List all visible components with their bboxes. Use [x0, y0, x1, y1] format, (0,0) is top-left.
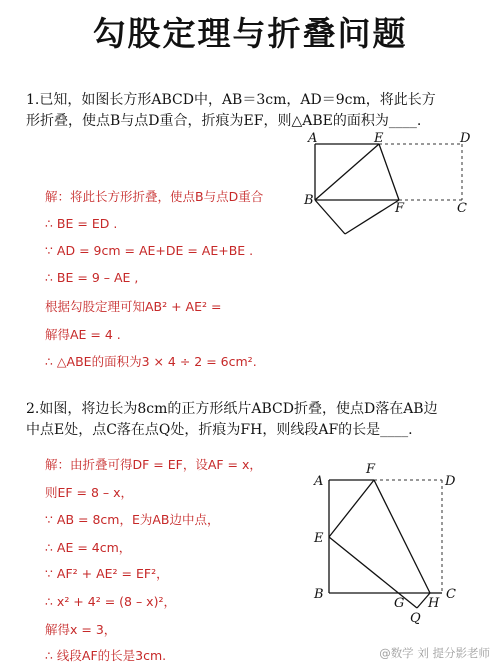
q1-solution-line-5: 根据勾股定理可知AB² + AE² = [45, 299, 222, 314]
fig1-label-B: B [304, 193, 314, 208]
q1-solution-line-6: 解得AE = 4 . [45, 327, 121, 342]
question-2-line-1: 2.如图，将边长为8cm的正方形纸片ABCD折叠，使点D落在AB边 [26, 401, 438, 417]
fig2-label-G: G [394, 596, 405, 611]
fig1-label-C: C [457, 201, 467, 216]
fig2-label-B: B [314, 587, 324, 602]
fig1-label-D: D [460, 132, 471, 146]
question-2-figure [308, 456, 468, 626]
fig2-label-E: E [314, 531, 324, 546]
q1-solution-line-1: 解：将此长方形折叠，使点B与点D重合 [45, 189, 264, 204]
question-1 [26, 90, 478, 132]
question-2 [26, 399, 478, 441]
fig2-label-C: C [446, 587, 456, 602]
q2-solution-line-2: 则EF = 8 – x， [45, 485, 134, 500]
q2-solution-line-1: 解：由折叠可得DF = EF，设AF = x， [45, 457, 262, 472]
question-1-line-2: 形折叠，使点B与点D重合，折痕为EF，则△ABE的面积为____. [26, 113, 422, 129]
q2-solution-line-8: ∴ 线段AF的长是3cm. [45, 648, 167, 663]
watermark: @数学 刘 提分影老师 [379, 646, 490, 660]
question-2-line-2: 中点E处，点C落在点Q处，折痕为FH，则线段AF的长是____. [26, 422, 413, 438]
q1-solution-line-2: ∴ BE = ED . [45, 216, 118, 231]
fig2-label-A: A [314, 474, 324, 489]
q2-solution-line-7: 解得x = 3， [45, 622, 117, 637]
q1-solution-line-7: ∴ △ABE的面积为3 × 4 ÷ 2 = 6cm². [45, 354, 257, 369]
q2-solution-line-5: ∵ AF² + AE² = EF²， [45, 566, 169, 581]
question-1-figure [300, 132, 480, 244]
fig1-label-E: E [374, 132, 384, 146]
q1-solution-line-3: ∵ AD = 9cm = AE+DE = AE+BE . [45, 243, 254, 258]
q2-solution-line-3: ∵ AB = 8cm，E为AB边中点， [45, 512, 220, 527]
fig2-label-H: H [428, 596, 440, 611]
fig1-label-F: F [395, 201, 405, 216]
page-title: 勾股定理与折叠问题 [92, 14, 408, 53]
fig2-label-F: F [366, 462, 376, 477]
q1-solution-line-4: ∴ BE = 9 – AE , [45, 270, 139, 285]
question-1-line-1: 1.已知，如图长方形ABCD中，AB＝3cm，AD＝9cm，将此长方 [26, 92, 436, 108]
fig1-label-A: A [308, 132, 318, 146]
q2-solution-line-4: ∴ AE = 4cm， [45, 540, 132, 555]
fig2-label-D: D [445, 474, 456, 489]
fig2-label-Q: Q [410, 611, 421, 626]
q2-solution-line-6: ∴ x² + 4² = (8 – x)²， [45, 594, 176, 609]
